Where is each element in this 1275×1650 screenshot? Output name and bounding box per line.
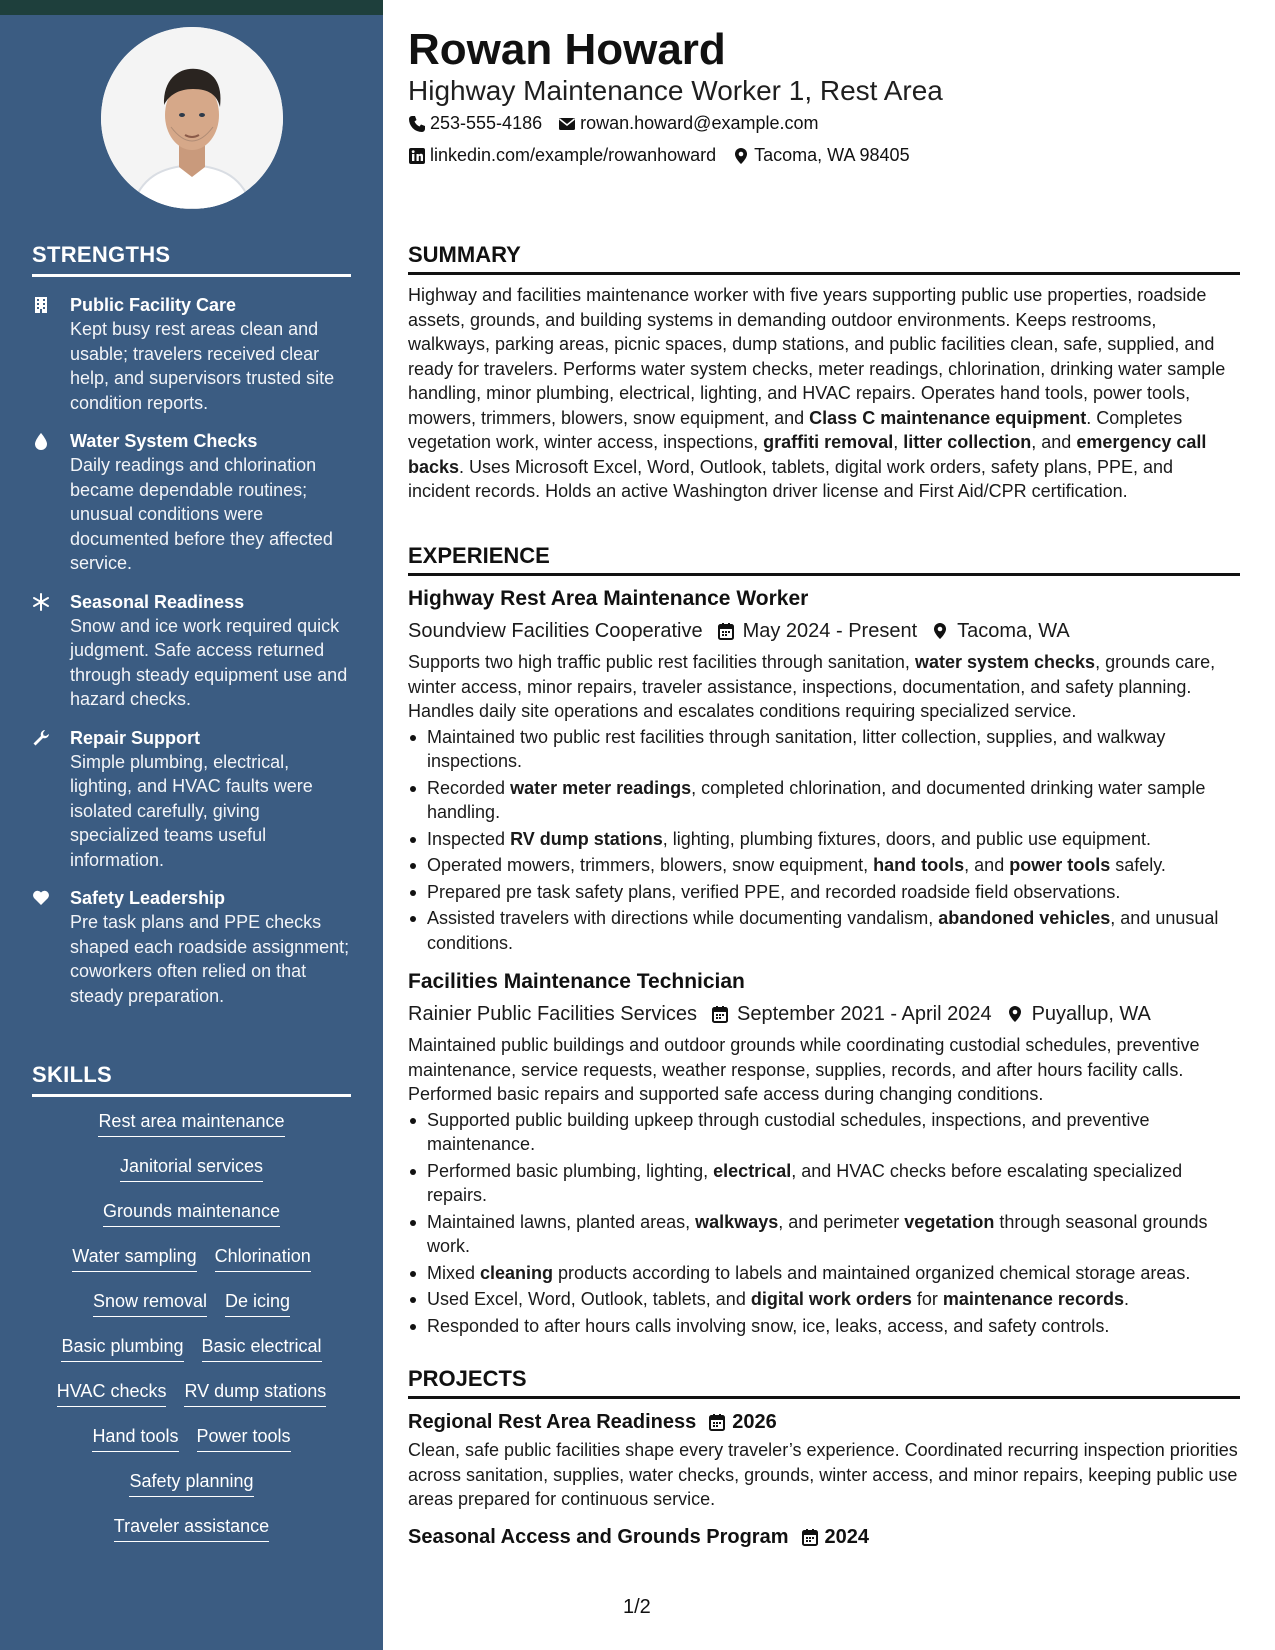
strength-title: Seasonal Readiness <box>70 591 245 612</box>
contact-linkedin[interactable] <box>408 145 716 166</box>
location-pin-icon <box>931 622 949 640</box>
contact-row <box>408 113 835 134</box>
building-icon <box>32 293 70 415</box>
strengths-section <box>32 242 351 1008</box>
profile-photo <box>101 27 283 209</box>
strength-item <box>32 886 351 1008</box>
strength-item <box>32 429 351 576</box>
strengths-heading: STRENGTHS <box>32 242 351 277</box>
experience-heading: EXPERIENCE <box>408 543 1240 576</box>
bullet-item: Responded to after hours calls involving snow, ice, leaks, access, and safety controls. <box>408 1314 1240 1339</box>
water-drop-icon <box>32 429 70 576</box>
skill-tag: Safety planning <box>129 1469 253 1497</box>
strength-title: Public Facility Care <box>70 295 237 315</box>
project-entry <box>408 1522 1240 1552</box>
sidebar-top-bar <box>0 0 383 15</box>
project-name: Regional Rest Area Readiness <box>408 1411 697 1433</box>
sidebar <box>0 0 383 1650</box>
bullet-item: Supported public building upkeep through custodial schedules, inspections, and preventive maintenance. <box>408 1108 1240 1157</box>
strength-title: Repair Support <box>70 727 201 748</box>
job-location: Tacoma, WA <box>957 620 1070 642</box>
contact-phone[interactable] <box>408 113 542 134</box>
strength-item <box>32 726 351 873</box>
calendar-icon <box>711 1005 729 1023</box>
job-location: Puyallup, WA <box>1031 1003 1151 1025</box>
project-year: 2026 <box>732 1411 777 1433</box>
strength-description: Daily readings and chlorination became dependable routines; unusual conditions were documented before they affected service. <box>70 455 333 573</box>
bullet-item: Used Excel, Word, Outlook, tablets, and digital work orders for maintenance records. <box>408 1287 1240 1312</box>
location-text: Tacoma, WA 98405 <box>754 145 910 165</box>
envelope-icon <box>558 115 576 133</box>
strength-description: Simple plumbing, electrical, lighting, and HVAC faults were isolated carefully, giving specialized teams useful information. <box>70 751 313 870</box>
contact-row <box>408 145 926 166</box>
project-description: Clean, safe public facilities shape every traveler’s experience. Coordinated recurring inspection priorities across sanitation, supplies, water checks, grounds, winter access, and minor repairs, keeping public use areas prepared for continuous service. <box>408 1440 1238 1509</box>
job-role: Highway Rest Area Maintenance Worker <box>408 587 809 610</box>
skills-list <box>32 1109 351 1559</box>
strength-title: Water System Checks <box>70 431 258 451</box>
linkedin-text: linkedin.com/example/rowanhoward <box>430 145 717 165</box>
email-text: rowan.howard@example.com <box>580 113 819 133</box>
experience-section <box>408 543 1240 1340</box>
wrench-icon <box>32 726 70 873</box>
job-company: Soundview Facilities Cooperative <box>408 620 703 642</box>
project-name: Seasonal Access and Grounds Program <box>408 1525 789 1548</box>
bullet-item: Inspected RV dump stations, lighting, plumbing fixtures, doors, and public use equipment. <box>408 827 1240 852</box>
strength-item <box>32 293 351 415</box>
projects-heading: PROJECTS <box>408 1366 1240 1399</box>
skills-heading: SKILLS <box>32 1062 351 1097</box>
bullet-item: Maintained lawns, planted areas, walkways, and perimeter vegetation through seasonal grounds work. <box>408 1210 1240 1259</box>
calendar-icon <box>708 1413 726 1431</box>
skill-tag: Rest area maintenance <box>98 1109 284 1137</box>
job-entry <box>408 967 1240 1338</box>
project-year: 2024 <box>824 1525 869 1548</box>
skill-tag: Water sampling <box>72 1244 196 1272</box>
location-pin-icon <box>1006 1005 1024 1023</box>
bullet-item: Operated mowers, trimmers, blowers, snow equipment, hand tools, and power tools safely. <box>408 853 1240 878</box>
skill-tag: Basic plumbing <box>61 1334 183 1362</box>
phone-icon <box>408 115 426 133</box>
bullet-item: Assisted travelers with directions while documenting vandalism, abandoned vehicles, and unusual conditions. <box>408 906 1240 955</box>
job-meta <box>408 999 1240 1029</box>
project-header <box>408 1407 1240 1437</box>
projects-section <box>408 1366 1240 1552</box>
job-description: Maintained public buildings and outdoor grounds while coordinating custodial schedules, preventive maintenance, service requests, weather response, supplies, records, and after hours facility calls. Performed basic repairs and supported safe access during changing conditions. <box>408 1035 1200 1104</box>
summary-section <box>408 242 1240 504</box>
summary-heading: SUMMARY <box>408 242 1240 275</box>
skill-tag: RV dump stations <box>184 1379 326 1407</box>
contact-email[interactable] <box>558 113 818 134</box>
strength-title: Safety Leadership <box>70 888 226 908</box>
person-name: Rowan Howard <box>408 25 726 74</box>
skill-tag: Power tools <box>197 1424 291 1452</box>
heart-icon <box>32 886 70 1008</box>
skill-tag: Grounds maintenance <box>103 1199 280 1227</box>
avatar <box>101 27 283 209</box>
job-bullets <box>408 725 1240 956</box>
skill-tag: Chlorination <box>215 1244 311 1272</box>
page-number: 1/2 <box>623 1596 651 1618</box>
job-description: Supports two high traffic public rest facilities through sanitation, water system checks, grounds care, winter access, minor repairs, traveler assistance, inspections, documentation, and safety planning. Handles daily site operations and escalates conditions requiring specialized service. <box>408 652 1216 721</box>
contact-location <box>732 145 909 166</box>
skill-tag: Janitorial services <box>120 1154 263 1182</box>
job-bullets <box>408 1108 1240 1339</box>
person-title: Highway Maintenance Worker 1, Rest Area <box>408 75 943 106</box>
project-header <box>408 1522 1240 1552</box>
strength-item <box>32 590 351 712</box>
job-role: Facilities Maintenance Technician <box>408 970 745 993</box>
bullet-item: Recorded water meter readings, completed chlorination, and documented drinking water sample handling. <box>408 776 1240 825</box>
bullet-item: Performed basic plumbing, lighting, electrical, and HVAC checks before escalating specialized repairs. <box>408 1159 1240 1208</box>
bullet-item: Prepared pre task safety plans, verified PPE, and recorded roadside field observations. <box>408 880 1240 905</box>
skills-section <box>32 1062 351 1559</box>
skill-tag: Basic electrical <box>202 1334 322 1362</box>
location-pin-icon <box>732 147 750 165</box>
job-dates: May 2024 - Present <box>742 620 918 642</box>
job-meta <box>408 616 1240 646</box>
job-company: Rainier Public Facilities Services <box>408 1003 697 1025</box>
calendar-icon <box>717 622 735 640</box>
skill-tag: Traveler assistance <box>114 1514 269 1542</box>
snowflake-icon <box>32 590 70 712</box>
strength-description: Snow and ice work required quick judgment. Safe access returned through steady equipment use and hazard checks. <box>70 615 348 709</box>
job-dates: September 2021 - April 2024 <box>736 1003 992 1025</box>
bullet-item: Maintained two public rest facilities through sanitation, litter collection, supplies, and walkway inspections. <box>408 725 1240 774</box>
skill-tag: Hand tools <box>92 1424 178 1452</box>
skill-tag: HVAC checks <box>57 1379 167 1407</box>
strength-description: Pre task plans and PPE checks shaped each roadside assignment; coworkers often relied on that steady preparation. <box>70 912 350 1006</box>
linkedin-icon <box>408 147 426 165</box>
job-entry <box>408 584 1240 955</box>
project-entry <box>408 1407 1240 1512</box>
skill-tag: De icing <box>225 1289 290 1317</box>
bullet-item: Mixed cleaning products according to labels and maintained organized chemical storage areas. <box>408 1261 1240 1286</box>
skill-tag: Snow removal <box>93 1289 207 1317</box>
strength-description: Kept busy rest areas clean and usable; travelers received clear help, and supervisors trusted site condition reports. <box>70 319 335 413</box>
phone-text: 253-555-4186 <box>430 113 543 133</box>
calendar-icon <box>801 1528 819 1546</box>
summary-text: Highway and facilities maintenance worker with five years supporting public use properties, roadside assets, grounds, and building systems in demanding outdoor environments. Keeps restrooms, walkways, parking areas, picnic spaces, dump stations, and public facilities clean, safe, supplied, and ready for travelers. Performs water system checks, meter readings, chlorination, drinking water sample handling, minor plumbing, electrical, lighting, and HVAC repairs. Operates hand tools, power tools, mowers, trimmers, blowers, snow equipment, and Class C maintenance equipment. Completes vegetation work, winter access, inspections, graffiti removal, litter collection, and emergency call backs. Uses Microsoft Excel, Word, Outlook, tablets, digital work orders, safety plans, PPE, and incident records. Holds an active Washington driver license and First Aid/CPR certification. <box>408 285 1226 501</box>
